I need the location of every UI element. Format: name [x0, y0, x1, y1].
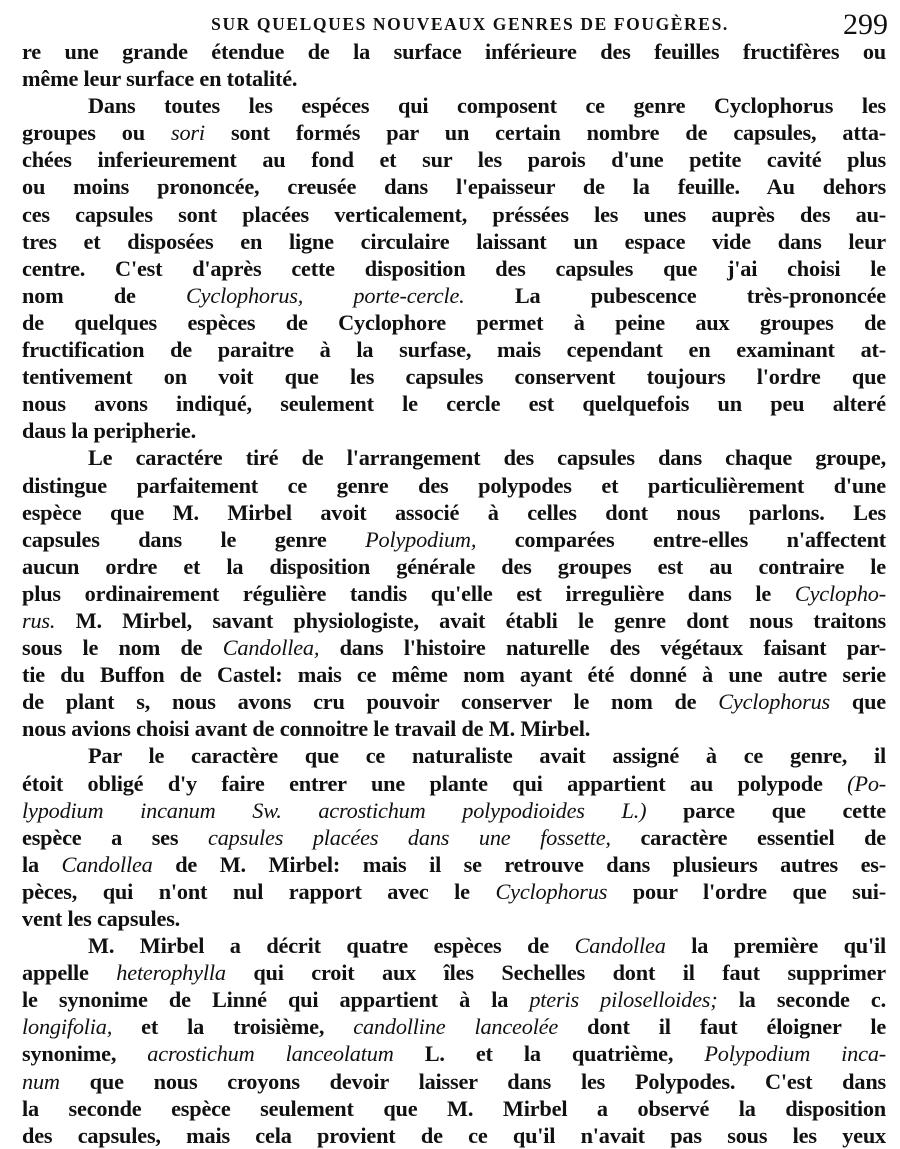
italic-text: num: [22, 1068, 60, 1094]
text-line-content: [22, 1040, 886, 1067]
roman-text: et la troisième,: [141, 1014, 354, 1040]
roman-text: appelle: [22, 960, 117, 986]
text-line: [22, 38, 886, 65]
text-line-content: [22, 472, 886, 499]
roman-text: de plant s, nous avons cru pouvoir conserver le nom de: [22, 689, 719, 715]
text-line: [22, 499, 886, 526]
running-title: SUR QUELQUES NOUVEAUX GENRES DE FOUGÈRES.: [211, 14, 729, 34]
roman-text: nous avons indiqué, seulement le cercle est quelquefois un peu alteré: [22, 391, 886, 417]
text-line: [22, 472, 886, 499]
text-line: [22, 905, 886, 932]
roman-text: tentivement on voit que les capsules conservent toujours l'ordre que: [22, 364, 886, 390]
roman-text: daus la peripherie.: [22, 418, 196, 444]
roman-text: qui croit aux îles Sechelles dont il faut supprimer: [253, 960, 886, 986]
text-line-content: [22, 336, 886, 363]
body-text: [22, 38, 886, 1149]
text-line-content: [22, 255, 886, 282]
text-line: [22, 1095, 886, 1122]
text-line: [22, 688, 886, 715]
text-line-content: [22, 688, 886, 715]
text-line: [22, 1068, 886, 1095]
text-line-content: [22, 363, 886, 390]
text-line-content: [22, 1068, 886, 1095]
roman-text: groupes ou: [22, 120, 171, 146]
text-line-content: [22, 661, 886, 688]
text-line: [22, 553, 886, 580]
roman-text: espèce a ses: [22, 824, 208, 850]
text-line: [22, 770, 886, 797]
roman-text: chées inferieurement au fond et sur les parois d'une petite cavité plus: [22, 147, 886, 173]
text-line: [22, 1040, 886, 1067]
roman-text: re une grande étendue de la surface inférieure des feuilles fructifères ou: [22, 39, 886, 64]
text-line: [22, 661, 886, 688]
roman-text: plus ordinairement régulière tandis qu'elle est irregulière dans le: [22, 580, 795, 606]
roman-text: nous avions choisi avant de connoitre le travail de M. Mirbel.: [22, 716, 591, 742]
roman-text: vent les capsules.: [22, 906, 181, 931]
roman-text: Dans toutes les espéces qui composent ce genre Cyclophorus les: [88, 93, 886, 119]
text-line-content: [22, 634, 886, 661]
italic-text: acrostichum lanceolatum: [147, 1041, 394, 1067]
text-line: [22, 228, 886, 255]
text-line: [22, 119, 886, 146]
text-line: [22, 282, 886, 309]
italic-text: rus.: [22, 607, 56, 633]
roman-text: caractère essentiel de: [640, 824, 886, 850]
text-line: [22, 201, 886, 228]
text-line-content: [88, 92, 886, 119]
roman-text: fructification de paraitre à la surfase, mais cependant en examinant at-: [22, 337, 886, 363]
text-line-content: [22, 851, 886, 878]
italic-text: lypodium incanum Sw. acrostichum polypodioides L.): [22, 797, 647, 823]
text-line: [22, 444, 886, 471]
text-line: [22, 986, 886, 1013]
text-line: [22, 309, 886, 336]
italic-text: Polypodium inca-: [704, 1041, 886, 1067]
roman-text: de M. Mirbel: mais il se retrouve dans plusieurs autres es-: [175, 851, 886, 877]
text-line: [22, 363, 886, 390]
roman-text: capsules dans le genre: [22, 526, 366, 552]
text-line: [22, 797, 886, 824]
text-line-content: [22, 959, 886, 986]
roman-text: étoit obligé d'y faire entrer une plante qui appartient au polypode: [22, 770, 848, 796]
roman-text: ces capsules sont placées verticalement, préssées les unes auprès des au-: [22, 201, 886, 227]
text-line-content: [22, 526, 886, 553]
text-line-content: [22, 173, 886, 200]
roman-text: dont il faut éloigner le: [587, 1014, 887, 1040]
text-line-content: [22, 146, 886, 173]
roman-text: dans l'histoire naturelle des végétaux faisant par-: [339, 635, 887, 661]
text-line: [22, 65, 886, 92]
roman-text: sous le nom de: [22, 635, 223, 661]
text-line-content: [22, 905, 886, 932]
roman-text: la première qu'il: [691, 933, 886, 959]
roman-text: même leur surface en totalité.: [22, 66, 298, 92]
text-line: [22, 255, 886, 282]
roman-text: tres et disposées en ligne circulaire laissant un espace vide dans leur: [22, 228, 886, 254]
roman-text: sont formés par un certain nombre de capsules, atta-: [230, 120, 887, 146]
italic-text: Cyclophorus, porte-cercle.: [186, 282, 465, 308]
roman-text: que nous croyons devoir laisser dans les Polypodes. C'est dans: [89, 1068, 886, 1094]
text-line-content: [22, 1013, 886, 1040]
text-line: [22, 526, 886, 553]
text-line-content: [22, 878, 886, 905]
text-line-content: [22, 417, 886, 444]
text-line: [22, 146, 886, 173]
text-line-content: [22, 499, 886, 526]
roman-text: ou moins prononcée, creusée dans l'epaisseur de la feuille. Au dehors: [22, 174, 886, 200]
text-line: [22, 173, 886, 200]
text-line-content: [22, 228, 886, 255]
roman-text: nom de: [22, 282, 187, 308]
roman-text: aucun ordre et la disposition générale des groupes est au contraire le: [22, 553, 886, 579]
italic-text: pteris piloselloides;: [529, 987, 718, 1013]
text-line: [22, 336, 886, 363]
text-line-content: [88, 932, 886, 959]
italic-text: longifolia,: [22, 1014, 113, 1040]
roman-text: la seconde espèce seulement que M. Mirbel a observé la disposition: [22, 1095, 886, 1121]
text-line: [22, 824, 886, 851]
text-line-content: [22, 1122, 886, 1149]
roman-text: des capsules, mais cela provient de ce qu'il n'avait pas sous les yeux: [22, 1122, 886, 1148]
text-line: [22, 390, 886, 417]
text-line-content: [22, 770, 886, 797]
roman-text: que: [851, 689, 886, 715]
roman-text: centre. C'est d'après cette disposition des capsules que j'ai choisi le: [22, 255, 886, 281]
text-line-content: [22, 607, 886, 634]
roman-text: pèces, qui n'ont nul rapport avec le: [22, 878, 496, 904]
italic-text: Polypodium,: [365, 526, 477, 552]
roman-text: de quelques espèces de Cyclophore permet à peine aux groupes de: [22, 309, 886, 335]
text-line-content: [22, 390, 886, 417]
italic-text: Candollea,: [222, 635, 320, 661]
italic-text: candolline lanceolée: [353, 1014, 559, 1040]
page-header: [0, 6, 900, 40]
roman-text: L. et la quatrième,: [424, 1041, 705, 1067]
italic-text: sori: [170, 120, 205, 146]
text-line: [22, 417, 886, 444]
roman-text: M. Mirbel a décrit quatre espèces de: [88, 933, 575, 959]
roman-text: la seconde c.: [738, 987, 887, 1013]
text-line-content: [88, 444, 886, 471]
text-line: [22, 932, 886, 959]
page-number: 299: [843, 8, 888, 41]
text-line-content: [22, 65, 886, 92]
text-line-content: [22, 715, 886, 742]
roman-text: M. Mirbel, savant physiologiste, avait établi le genre dont nous traitons: [75, 607, 886, 633]
roman-text: Le caractére tiré de l'arrangement des capsules dans chaque groupe,: [88, 445, 886, 471]
text-line: [22, 959, 886, 986]
text-line-content: [22, 986, 886, 1013]
text-line: [22, 1013, 886, 1040]
text-line: [22, 1122, 886, 1149]
roman-text: synonime,: [22, 1041, 148, 1067]
italic-text: Candollea: [61, 851, 153, 877]
text-line: [22, 92, 886, 119]
roman-text: distingue parfaitement ce genre des polypodes et particulièrement d'une: [22, 472, 886, 498]
roman-text: tie du Buffon de Castel: mais ce même nom ayant été donné à une autre serie: [22, 662, 886, 688]
italic-text: Cyclophorus: [718, 689, 830, 715]
text-line: [22, 607, 886, 634]
roman-text: espèce que M. Mirbel avoit associé à celles dont nous parlons. Les: [22, 499, 886, 525]
roman-text: pour l'ordre que sui-: [632, 878, 886, 904]
italic-text: capsules placées dans une fossette,: [208, 824, 611, 850]
roman-text: parce que cette: [683, 797, 886, 823]
text-line-content: [22, 309, 886, 336]
text-line-content: [22, 282, 886, 309]
text-line: [22, 715, 886, 742]
text-line-content: [22, 797, 886, 824]
text-line-content: [88, 742, 886, 769]
text-line: [22, 851, 886, 878]
roman-text: Par le caractère que ce naturaliste avait assigné à ce genre, il: [88, 743, 886, 769]
roman-text: comparées entre-elles n'affectent: [514, 526, 886, 552]
italic-text: Cyclophorus: [495, 878, 608, 904]
text-line-content: [22, 201, 886, 228]
italic-text: (Po-: [847, 770, 886, 796]
italic-text: heterophylla: [116, 960, 226, 986]
roman-text: La pubescence très-prononcée: [514, 282, 886, 308]
text-line: [22, 742, 886, 769]
text-line-content: [22, 580, 886, 607]
text-line-content: [22, 824, 886, 851]
text-line-content: [22, 553, 886, 580]
text-line-content: [22, 119, 886, 146]
roman-text: le synonime de Linné qui appartient à la: [22, 987, 530, 1013]
text-line: [22, 878, 886, 905]
text-line-content: [22, 38, 886, 65]
text-line: [22, 634, 886, 661]
roman-text: la: [22, 851, 62, 877]
text-line: [22, 580, 886, 607]
text-line-content: [22, 1095, 886, 1122]
italic-text: Cyclopho-: [794, 580, 886, 606]
italic-text: Candollea: [574, 933, 666, 959]
